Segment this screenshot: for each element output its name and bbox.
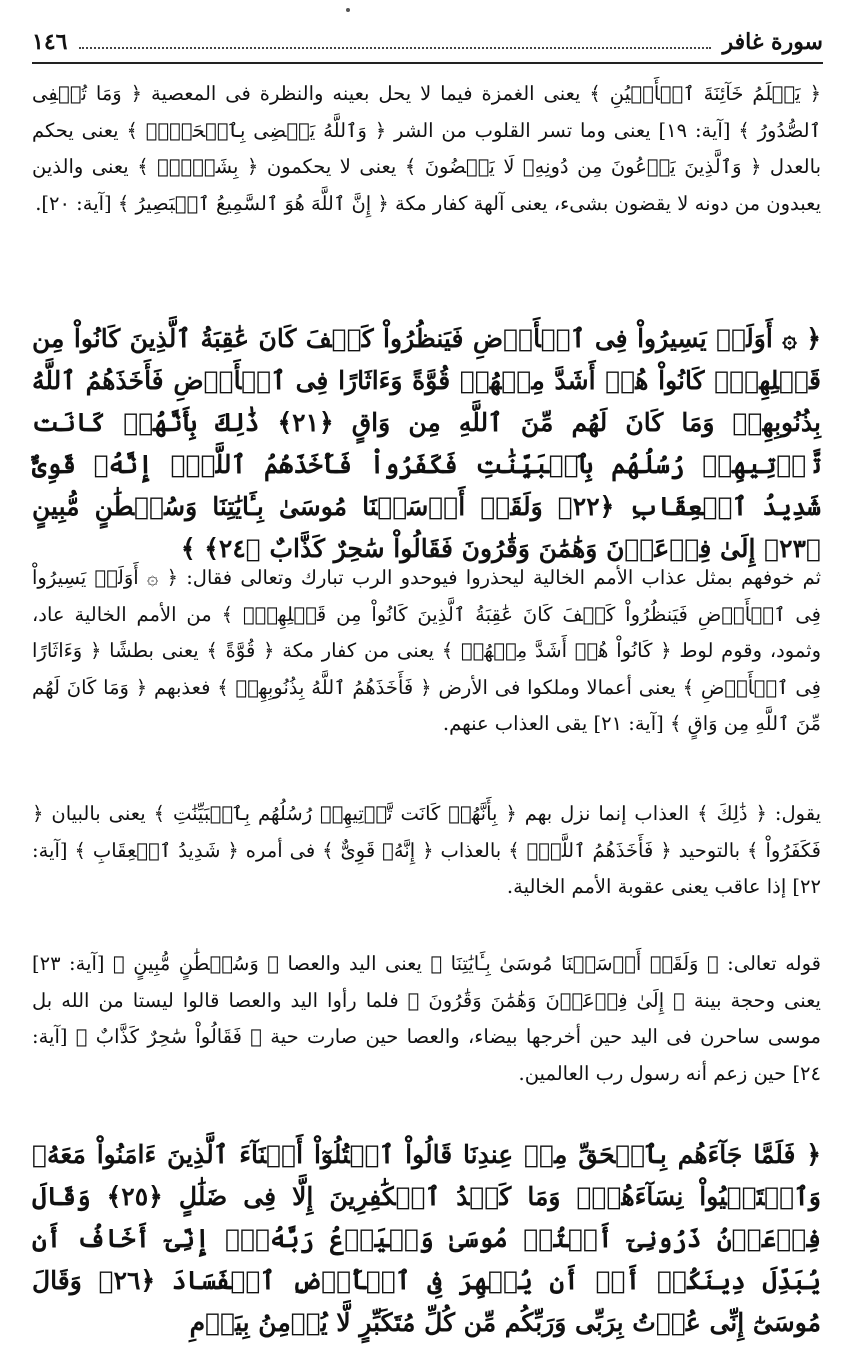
header-dotted-leader <box>79 47 710 49</box>
quran-verse-block <box>32 318 821 570</box>
commentary-paragraph <box>32 946 821 1092</box>
paragraph-text: يقول: ﴿ ذَٰلِكَ ﴾ العذاب إنما نزل بهم ﴿ بِأَنَّهُمۡ كَانَت تَّأۡتِيهِمۡ رُسُلُهُم بِٱلۡبَيِّنَٰتِ ﴾ يعنى بالبيان ﴿ فَكَفَرُواْ ﴾ بالتوحيد ﴿ فَأَخَذَهُمُ ٱللَّهُۚ ﴾ بالعذاب ﴿ إِنَّهُۥ قَوِىٌّ ﴾ فى أمره ﴿ شَدِيدُ ٱلۡعِقَابِ ﴾ [آية: ٢٢] إذا عاقب يعنى عقوبة الأمم الخالية. <box>32 802 821 898</box>
paragraph-text: ﴿ يَعۡلَمُ خَآئِنَةَ ٱلۡأَعۡيُنِ ﴾ يعنى الغمزة فيما لا يحل بعينه والنظرة فى المعصية ﴿ وَمَا تُخۡفِى ٱلصُّدُورُ ﴾ [آية: ١٩] يعنى وما تسر القلوب من الشر ﴿ وَٱللَّهُ يَقۡضِى بِٱلۡحَقِّۖ ﴾ يعنى يحكم بالعدل ﴿ وَٱلَّذِينَ يَدۡعُونَ مِن دُونِهِۦ لَا يَقۡضُونَ ﴾ يعنى لا يحكمون ﴿ بِشَىۡءٍۗ ﴾ يعنى والذين يعبدون من دونه لا يقضون بشىء، يعنى آلهة كفار مكة ﴿ إِنَّ ٱللَّهَ هُوَ ٱلسَّمِيعُ ٱلۡبَصِيرُ ﴾ [آية: ٢٠]. <box>32 82 821 215</box>
page-header <box>32 22 823 64</box>
verse-text: ﴿ ۞ أَوَلَمۡ يَسِيرُواْ فِى ٱلۡأَرۡضِ فَيَنظُرُواْ كَيۡفَ كَانَ عَٰقِبَةُ ٱلَّذِينَ كَانُواْ مِن قَبۡلِهِمۡۚ كَانُواْ هُمۡ أَشَدَّ مِنۡهُمۡ قُوَّةً وَءَاثَارًا فِى ٱلۡأَرۡضِ فَأَخَذَهُمُ ٱللَّهُ بِذُنُوبِهِمۡ وَمَا كَانَ لَهُم مِّنَ ٱللَّهِ مِن وَاقٍ ﴿٢١﴾ ذَٰلِكَ بِأَنَّهُمۡ كَانَت تَّأۡتِيهِمۡ رُسُلُهُم بِٱلۡبَيِّنَٰتِ فَكَفَرُواْ فَأَخَذَهُمُ ٱللَّهُۚ إِنَّهُۥ قَوِىٌّ شَدِيدُ ٱلۡعِقَابِ ﴿٢٢﴾ وَلَقَدۡ أَرۡسَلۡنَا مُوسَىٰ بِـَٔايَٰتِنَا وَسُلۡطَٰنٍ مُّبِينٍ ﴿٢٣﴾ إِلَىٰ فِرۡعَوۡنَ وَهَٰمَٰنَ وَقَٰرُونَ فَقَالُواْ سَٰحِرٌ كَذَّابٌ ﴿٢٤﴾ ﴾ <box>32 324 822 563</box>
quran-verse-block <box>32 1134 821 1344</box>
commentary-paragraph <box>32 560 821 743</box>
commentary-paragraph <box>32 76 821 222</box>
paragraph-text: قوله تعالى: ﴿ وَلَقَدۡ أَرۡسَلۡنَا مُوسَىٰ بِـَٔايَٰتِنَا ﴾ يعنى اليد والعصا ﴿ وَسُلۡطَٰنٍ مُّبِينٍ ﴾ [آية: ٢٣] يعنى وحجة بينة ﴿ إِلَىٰ فِرۡعَوۡنَ وَهَٰمَٰنَ وَقَٰرُونَ ﴾ فلما رأوا اليد والعصا قالوا ليستا من الله بل موسى ساحرن فى اليد حين أخرجها بيضاء، والعصا حين صارت حية ﴿ فَقَالُواْ سَٰحِرٌ كَذَّابٌ ﴾ [آية: ٢٤] حين زعم أنه رسول رب العالمين. <box>32 952 821 1085</box>
commentary-paragraph <box>32 796 821 906</box>
page-number: ١٤٦ <box>32 29 68 55</box>
page-mark <box>346 8 350 12</box>
verse-text: ﴿ فَلَمَّا جَآءَهُم بِٱلۡحَقِّ مِنۡ عِندِنَا قَالُواْ ٱقۡتُلُوٓاْ أَبۡنَآءَ ٱلَّذِينَ ءَامَنُواْ مَعَهُۥ وَٱسۡتَحۡيُواْ نِسَآءَهُمۡۚ وَمَا كَيۡدُ ٱلۡكَٰفِرِينَ إِلَّا فِى ضَلَٰلٍ ﴿٢٥﴾ وَقَالَ فِرۡعَوۡنُ ذَرُونِىٓ أَقۡتُلۡ مُوسَىٰ وَلۡيَدۡعُ رَبَّهُۥٓۖ إِنِّىٓ أَخَافُ أَن يُبَدِّلَ دِينَكُمۡ أَوۡ أَن يُظۡهِرَ فِى ٱلۡأَرۡضِ ٱلۡفَسَادَ ﴿٢٦﴾ وَقَالَ مُوسَىٰٓ إِنِّى عُذۡتُ بِرَبِّى وَرَبِّكُم مِّن كُلِّ مُتَكَبِّرٍ لَّا يُؤۡمِنُ بِيَوۡمِ <box>32 1140 822 1337</box>
surah-title: سورة غافر <box>722 29 823 55</box>
paragraph-text: ثم خوفهم بمثل عذاب الأمم الخالية ليحذروا فيوحدو الرب تبارك وتعالى فقال: ﴿ ۞ أَوَلَمۡ يَسِيرُواْ فِى ٱلۡأَرۡضِ فَيَنظُرُواْ كَيۡفَ كَانَ عَٰقِبَةُ ٱلَّذِينَ كَانُواْ مِن قَبۡلِهِمۡۚ ﴾ من الأمم الخالية عاد، وثمود، وقوم لوط ﴿ كَانُواْ هُمۡ أَشَدَّ مِنۡهُمۡ ﴾ يعنى من كفار مكة ﴿ قُوَّةً ﴾ يعنى بطشًا ﴿ وَءَاثَارًا فِى ٱلۡأَرۡضِ ﴾ يعنى أعمالا وملكوا فى الأرض ﴿ فَأَخَذَهُمُ ٱللَّهُ بِذُنُوبِهِمۡ ﴾ فعذبهم ﴿ وَمَا كَانَ لَهُم مِّنَ ٱللَّهِ مِن وَاقٍ ﴾ [آية: ٢١] يقى العذاب عنهم. <box>32 566 821 735</box>
